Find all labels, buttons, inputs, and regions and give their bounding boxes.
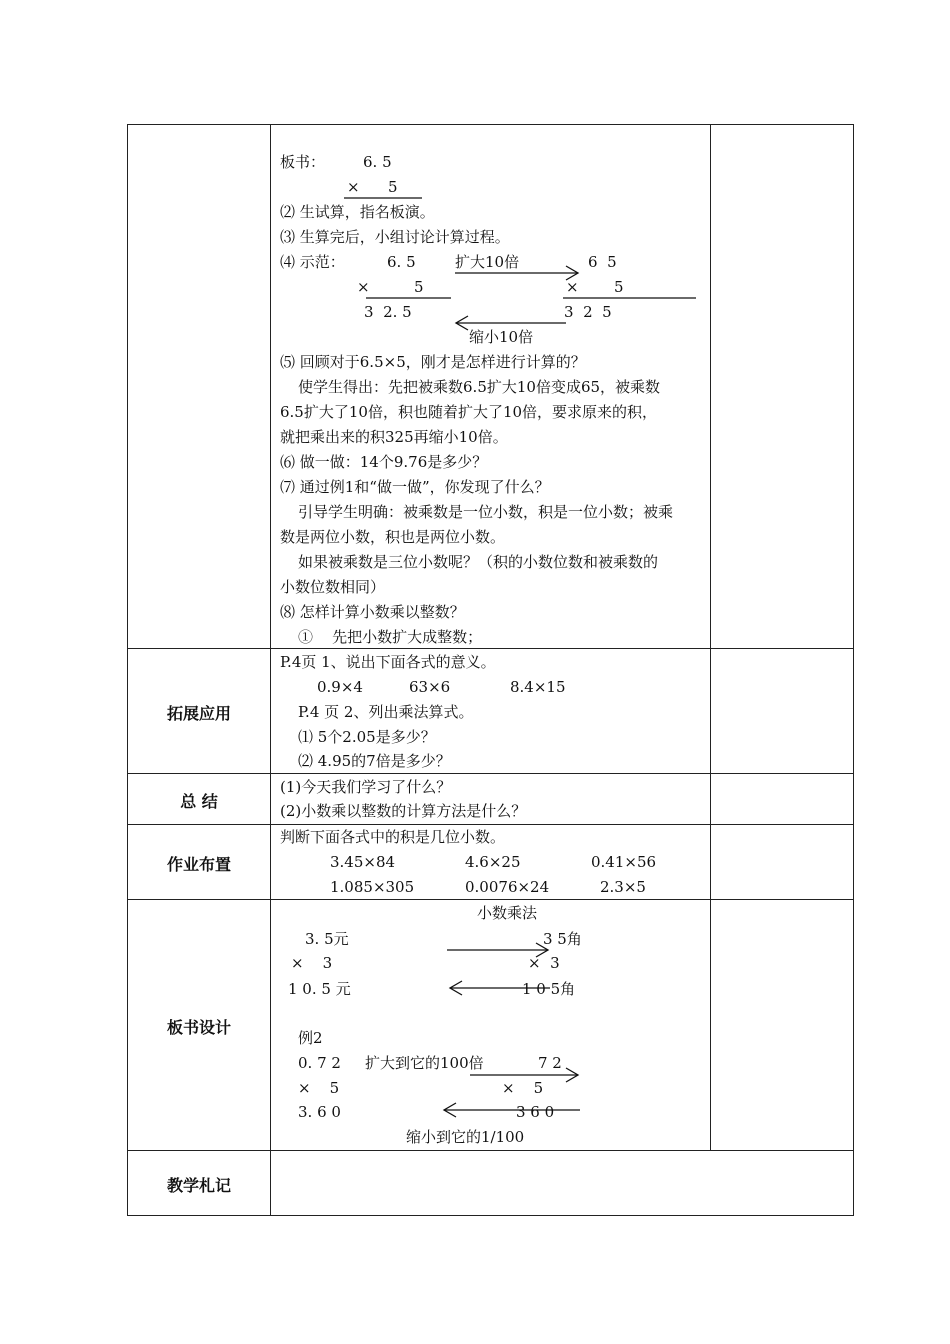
summary-q1: (1)今天我们学习了什么？ [280,778,452,796]
expression: 3.45×84 [330,853,396,871]
example-2-multiplicand: 0. 7 2 [298,1054,341,1072]
expression: 0.0076×24 [465,878,550,896]
expression: 4.6×25 [465,853,521,871]
expression: 63×6 [409,678,451,696]
right-arrow-icon [447,943,548,957]
expression: 2.3×5 [600,878,646,896]
step-4: ⑷ 示范： [280,253,345,271]
step-7-question: 小数位数相同） [280,578,386,596]
row-label-teaching-notes: 教学札记 [166,1176,231,1195]
yuan-value: 3. 5元 [305,930,349,948]
demo-multiplicand: 6. 5 [387,253,416,271]
yuan-multiplier: × 3 [291,954,333,972]
example-2-product: 3. 6 0 [298,1103,341,1121]
homework-instruction: 判断下面各式中的积是几位小数。 [280,828,506,846]
expression: 1.085×305 [330,878,415,896]
jiao-multiplier: × 3 [528,954,560,972]
step-5: ⑸ 回顾对于6.5×5，刚才是怎样进行计算的？ [280,353,586,371]
step-5-explanation: 6.5扩大了10倍，积也随着扩大了10倍，要求原来的积， [280,403,658,421]
exercise-2-q1: ⑴ 5个2.05是多少？ [298,728,436,746]
step-8-item-1: ① 先把小数扩大成整数； [298,628,483,646]
enlarged-product: 3 2 5 [564,303,612,321]
exercise-2-q2: ⑵ 4.95的7倍是多少？ [298,752,451,770]
step-7-explanation: 引导学生明确：被乘数是一位小数，积是一位小数；被乘 [298,503,674,521]
left-arrow-icon [450,981,550,995]
enlarged-multiplier: 5 [614,278,624,296]
summary-q2: (2)小数乘以整数的计算方法是什么？ [280,802,527,820]
step-2: ⑵ 生试算，指名板演。 [280,203,435,221]
row-label-summary: 总 结 [180,792,218,811]
row-label-homework: 作业布置 [166,855,231,874]
right-arrow-icon [470,1068,578,1082]
step-6: ⑹ 做一做：14个9.76是多少？ [280,453,488,471]
expression: 0.41×56 [591,853,657,871]
exercise-2: P.4 页 2、列出乘法算式。 [298,703,474,721]
enlarged-product: 3 6 0 [516,1103,555,1121]
right-arrow-icon [455,266,578,280]
demo-product: 3 2. 5 [364,303,412,321]
enlarged-multiplier: × 5 [502,1079,544,1097]
jiao-product: 1 0 5角 [522,980,576,998]
shrink-label: 缩小10倍 [469,328,534,346]
row-label-extension: 拓展应用 [166,704,231,723]
example-2-label: 例2 [298,1029,323,1047]
step-5-explanation: 使学生得出：先把被乘数6.5扩大10倍变成65，被乘数 [298,378,661,396]
step-7-question: 如果被乘数是三位小数呢？（积的小数位数和被乘数的 [298,553,659,571]
multiplicand: 6. 5 [363,153,392,171]
board-title: 小数乘法 [477,904,538,922]
demo-multiplier: 5 [414,278,424,296]
expression: 8.4×15 [510,678,566,696]
enlarge-label: 扩大10倍 [455,253,520,271]
times-sign: × [347,178,360,196]
shrink-100-label: 缩小到它的1/100 [406,1128,525,1146]
yuan-product: 1 0. 5 元 [288,980,351,998]
left-arrow-icon [444,1103,580,1117]
jiao-value: 3 5角 [543,930,582,948]
exercise-1: P.4页 1、说出下面各式的意义。 [280,653,496,671]
step-7: ⑺ 通过例1和“做一做”，你发现了什么？ [280,478,550,496]
expression: 0.9×4 [317,678,363,696]
row-label-board-design: 板书设计 [166,1018,231,1037]
step-5-explanation: 就把乘出来的积325再缩小10倍。 [280,428,508,446]
demo-times-sign: × [357,278,370,296]
enlarge-100-label: 扩大到它的100倍 [365,1054,484,1072]
board-note-label: 板书： [280,153,326,171]
step-7-explanation: 数是两位小数，积也是两位小数。 [280,528,506,546]
enlarged-multiplicand: 6 5 [588,253,617,271]
step-3: ⑶ 生算完后，小组讨论计算过程。 [280,228,510,246]
example-2-multiplier: × 5 [298,1079,340,1097]
enlarged-value: 7 2 [538,1054,562,1072]
enlarged-times-sign: × [566,278,579,296]
step-8: ⑻ 怎样计算小数乘以整数？ [280,603,465,621]
multiplier: 5 [388,178,398,196]
left-arrow-icon [456,316,566,330]
